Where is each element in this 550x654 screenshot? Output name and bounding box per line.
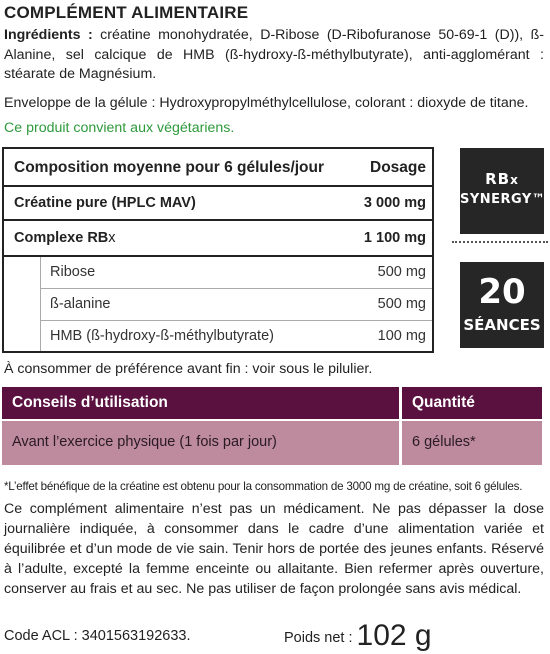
complexe-label-x: x (108, 230, 116, 246)
complexe-label-main: Complexe RB (14, 230, 109, 246)
quantite-header: Quantité (402, 387, 542, 419)
footnote: *L’effet bénéfique de la créatine est obtenu pour la consommation de 3000 mg de créatine, soit 6 gélules. (4, 480, 523, 493)
enveloppe-text: Enveloppe de la gélule : Hydroxypropylméthylcellulose, colorant : dioxyde de titane. (4, 95, 529, 111)
sub-item-label: ß-alanine (50, 296, 111, 312)
sub-item-label: Ribose (50, 264, 96, 280)
section-title: COMPLÉMENT ALIMENTAIRE (4, 3, 249, 22)
poids-value: 102 g (356, 619, 432, 652)
badge-synergy: SYNERGY™ (460, 192, 546, 207)
seances-badge (460, 262, 544, 348)
complexe-dose: 1 100 mg (363, 230, 426, 246)
sub-item-dose: 100 mg (377, 328, 426, 344)
badge-rb: RB (485, 170, 511, 188)
dotted-divider (452, 241, 548, 243)
consommer-note: À consommer de préférence avant fin : voir sous le pilulier. (4, 361, 373, 377)
ingredients-text: créatine monohydratée, D-Ribose (D-Ribofuranose 50-69-1 (D)), ß-Alanine, sel calcique de HMB (ß-hydroxy-ß-méthylbutyrate), anti-agglomérant : stéarate de Magnésium. (4, 27, 544, 82)
complexe-row (4, 221, 432, 257)
ingredients-label: Ingrédients : (4, 27, 93, 43)
creatine-label: Créatine pure (HPLC MAV) (14, 195, 196, 211)
poids-net (284, 616, 432, 650)
amount-cell: 6 gélules* (402, 421, 542, 465)
badge-x: x (510, 173, 519, 187)
seances-label: SÉANCES (463, 316, 541, 334)
creatine-dose: 3 000 mg (363, 195, 426, 211)
composition-table (2, 147, 434, 353)
creatine-row (4, 187, 432, 221)
sub-item-row (40, 257, 432, 289)
complexe-label (14, 230, 116, 246)
conseils-table (2, 387, 542, 465)
warning-text: Ce complément alimentaire n’est pas un médicament. Ne pas dépasser la dose journalière indiquée, à consommer dans le cadre d’une alimentation variée et équilibrée et d’un mode de vie sain. Tenir hors de portée des jeunes enfants. Réservé à l’adulte, excepté la femme enceinte ou allaitante. Bien refermer après ouverture, conserver au frais et au sec. Ne pas utiliser de façon prolongée sans avis médical. (4, 501, 544, 597)
poids-label: Poids net : (284, 630, 353, 646)
sub-item-dose: 500 mg (377, 264, 426, 280)
sub-item-row (40, 289, 432, 321)
sub-item-row (40, 321, 432, 353)
composition-header-dose: Dosage (370, 159, 426, 176)
usage-cell: Avant l’exercice physique (1 fois par jour) (2, 421, 399, 465)
vegetarian-note: Ce produit convient aux végétariens. (4, 120, 235, 136)
ingredients (4, 26, 544, 85)
sub-item-dose: 500 mg (377, 296, 426, 312)
composition-header-label: Composition moyenne pour 6 gélules/jour (14, 159, 325, 176)
seances-number: 20 (478, 272, 526, 312)
composition-header-row (4, 149, 432, 187)
code-acl: Code ACL : 3401563192633. (4, 628, 191, 644)
badge-rbx (460, 170, 544, 188)
sub-item-label: HMB (ß-hydroxy-ß-méthylbutyrate) (50, 328, 274, 344)
rbx-synergy-badge (460, 148, 544, 234)
conseils-header: Conseils d’utilisation (2, 387, 399, 419)
